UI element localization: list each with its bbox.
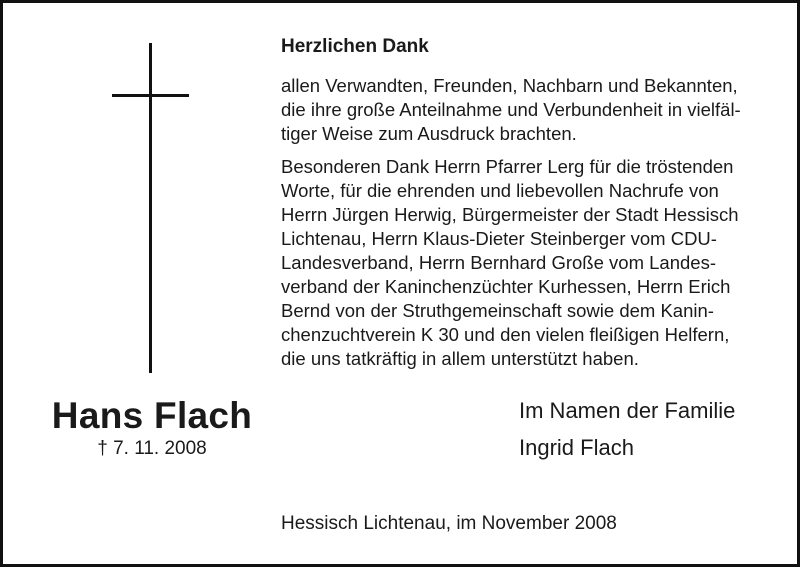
text-line: die uns tatkräftig in allem unterstützt haben.	[281, 348, 639, 369]
text-line: Besonderen Dank Herrn Pfarrer Lerg für die tröstenden	[281, 156, 734, 177]
cross-icon	[149, 43, 152, 373]
thanks-paragraph-2	[281, 155, 753, 371]
text-line: Landesverband, Herrn Bernhard Große vom Landes-	[281, 252, 716, 273]
notice-heading: Herzlichen Dank	[281, 36, 429, 57]
signature-line-1: Im Namen der Familie	[519, 398, 736, 423]
text-line: Bernd von der Struthgemeinschaft sowie dem Kanin-	[281, 300, 714, 321]
signature-line-2: Ingrid Flach	[519, 435, 634, 460]
text-line: Herrn Jürgen Herwig, Bürgermeister der Stadt Hessisch	[281, 204, 739, 225]
text-line: Lichtenau, Herrn Klaus-Dieter Steinberger vom CDU-	[281, 228, 717, 249]
deceased-name: Hans Flach	[51, 395, 253, 436]
text-line: Worte, für die ehrenden und liebevollen Nachrufe von	[281, 180, 719, 201]
text-line: allen Verwandten, Freunden, Nachbarn und Bekannten,	[281, 75, 738, 96]
death-date: † 7. 11. 2008	[97, 438, 207, 459]
place-date: Hessisch Lichtenau, im November 2008	[281, 513, 617, 534]
text-line: tiger Weise zum Ausdruck brachten.	[281, 123, 577, 144]
text-line: die ihre große Anteilnahme und Verbundenheit in vielfäl-	[281, 99, 741, 120]
text-line: chenzuchtverein K 30 und den vielen fleißigen Helfern,	[281, 324, 730, 345]
text-line: verband der Kaninchenzüchter Kurhessen, Herrn Erich	[281, 276, 731, 297]
thanks-paragraph-1	[281, 74, 753, 146]
cross-icon-bar	[112, 94, 189, 97]
